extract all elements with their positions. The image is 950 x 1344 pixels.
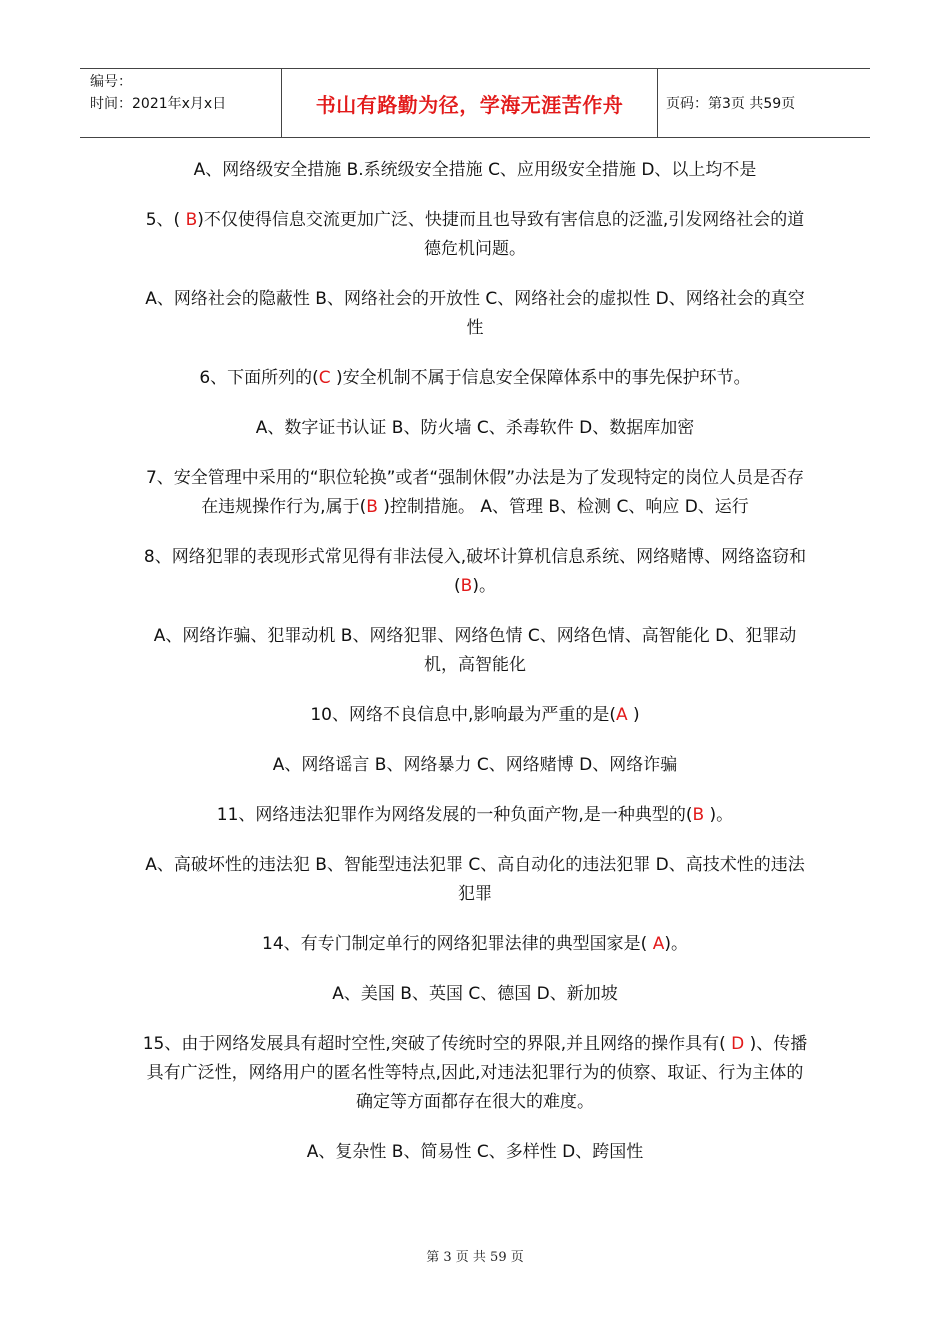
answer-letter: A	[652, 934, 665, 954]
answer-options: A、美国 B、英国 C、德国 D、新加坡	[332, 984, 618, 1004]
question-text	[140, 930, 810, 959]
question-text	[140, 801, 810, 830]
page-header	[80, 68, 870, 138]
header-page-info: 页码：第3页 共59页	[666, 96, 796, 112]
question-text	[140, 543, 810, 601]
answer-letter: B	[460, 576, 473, 596]
answer-options: A、网络诈骗、犯罪动机 B、网络犯罪、网络色情 C、网络色情、高智能化 D、犯罪动机，高智能化	[153, 626, 797, 675]
question-tail: )不仅使得信息交流更加广泛、快捷而且也导致有害信息的泛滥,引发网络社会的道德危机问题。	[197, 210, 805, 259]
question-tail: )。	[472, 576, 496, 596]
question-tail: )。	[704, 805, 734, 825]
question-text	[140, 1030, 810, 1117]
answer-letter: D	[731, 1034, 745, 1054]
question-stem: 11、网络违法犯罪作为网络发展的一种负面产物,是一种典型的(	[216, 805, 693, 825]
answer-letter: B	[185, 210, 198, 230]
code-label: 编号：	[90, 74, 132, 90]
answer-options: A、数字证书认证 B、防火墙 C、杀毒软件 D、数据库加密	[255, 418, 695, 438]
page-footer: 第 3 页 共 59 页	[426, 1250, 524, 1265]
question-tail: )、传播具有广泛性，网络用户的匿名性等特点,因此,对违法犯罪行为的侦察、取证、行为主体的确定等方面都存在很大的难度。	[146, 1034, 808, 1112]
header-meta	[80, 69, 282, 137]
question-stem: 7、安全管理中采用的“职位轮换”或者“强制休假”办法是为了发现特定的岗位人员是否存在违规操作行为,属于(	[145, 468, 805, 517]
question-stem: 8、网络犯罪的表现形式常见得有非法侵入,破坏计算机信息系统、网络赌博、网络盗窃和(	[143, 547, 807, 596]
question-text	[140, 364, 810, 393]
answer-letter: A	[615, 705, 628, 725]
answer-letter: B	[692, 805, 705, 825]
header-motto: 书山有路勤为径，学海无涯苦作舟	[282, 69, 658, 137]
answer-letter: B	[366, 497, 378, 517]
answer-options: A、高破坏性的违法犯 B、智能型违法犯罪 C、高自动化的违法犯罪 D、高技术性的违法犯罪	[145, 855, 805, 904]
question-stem: 15、由于网络发展具有超时空性,突破了传统时空的界限,并且网络的操作具有(	[142, 1034, 732, 1054]
question-text	[140, 701, 810, 730]
answer-options: A、复杂性 B、简易性 C、多样性 D、跨国性	[306, 1142, 644, 1162]
question-text	[140, 464, 810, 522]
answer-options: A、网络级安全措施 B.系统级安全措施 C、应用级安全措施 D、以上均不是	[193, 160, 757, 180]
answer-letter: C	[318, 368, 331, 388]
question-list	[140, 156, 810, 1188]
question-stem: 10、网络不良信息中,影响最为严重的是(	[310, 705, 616, 725]
answer-options: A、网络社会的隐蔽性 B、网络社会的开放性 C、网络社会的虚拟性 D、网络社会的真空性	[145, 289, 805, 338]
time-label: 时间：2021年x月x日	[90, 96, 227, 112]
answer-options: A、网络谣言 B、网络暴力 C、网络赌博 D、网络诈骗	[272, 755, 678, 775]
question-tail: )控制措施。 A、管理 B、检测 C、响应 D、运行	[377, 497, 749, 517]
question-stem: 5、(	[145, 210, 186, 230]
question-tail: )。	[664, 934, 688, 954]
question-stem: 6、下面所列的(	[199, 368, 319, 388]
question-stem: 14、有专门制定单行的网络犯罪法律的典型国家是(	[262, 934, 653, 954]
question-text	[140, 206, 810, 264]
question-tail: )	[627, 705, 640, 725]
question-tail: )安全机制不属于信息安全保障体系中的事先保护环节。	[330, 368, 751, 388]
